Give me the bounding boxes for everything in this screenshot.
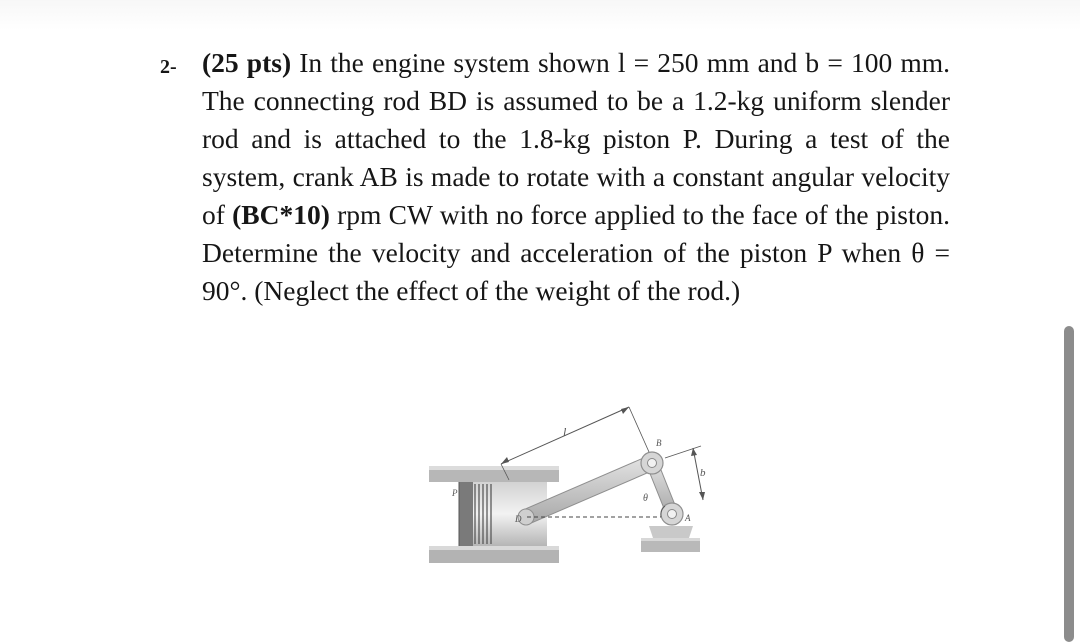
scrollbar[interactable] [1064,326,1074,642]
problem-text-part-2: rpm CW with no force applied to the face of the piston. Determine the velocity and acceleration of the piston P when θ = 90°. (Neglect the effect of the weight of the rod.) [202,199,950,306]
problem-number: 2- [160,56,177,78]
problem-text [202,44,950,310]
label-theta: θ [643,493,648,504]
problem-points: (25 pts) [202,47,292,78]
engine-figure [425,400,725,570]
top-bar [0,0,1080,30]
label-p: P [452,488,458,498]
label-b-point: B [656,438,662,448]
label-b: b [700,467,706,479]
engine-diagram [425,400,725,570]
label-d-point: D [515,514,522,524]
crank-base [649,526,693,538]
label-a-point: A [685,513,691,523]
angular-velocity-expression: (BC*10) [232,199,330,230]
label-l: l [563,425,567,439]
problem-text-part-1: In the engine system shown l = 250 mm and b = 100 mm. The connecting rod BD is assumed to be a 1.2-kg uniform slender rod and is attached to the 1.8-kg piston P. During a test of the system, crank AB is made to rotate with a constant angular velocity of [202,47,950,230]
